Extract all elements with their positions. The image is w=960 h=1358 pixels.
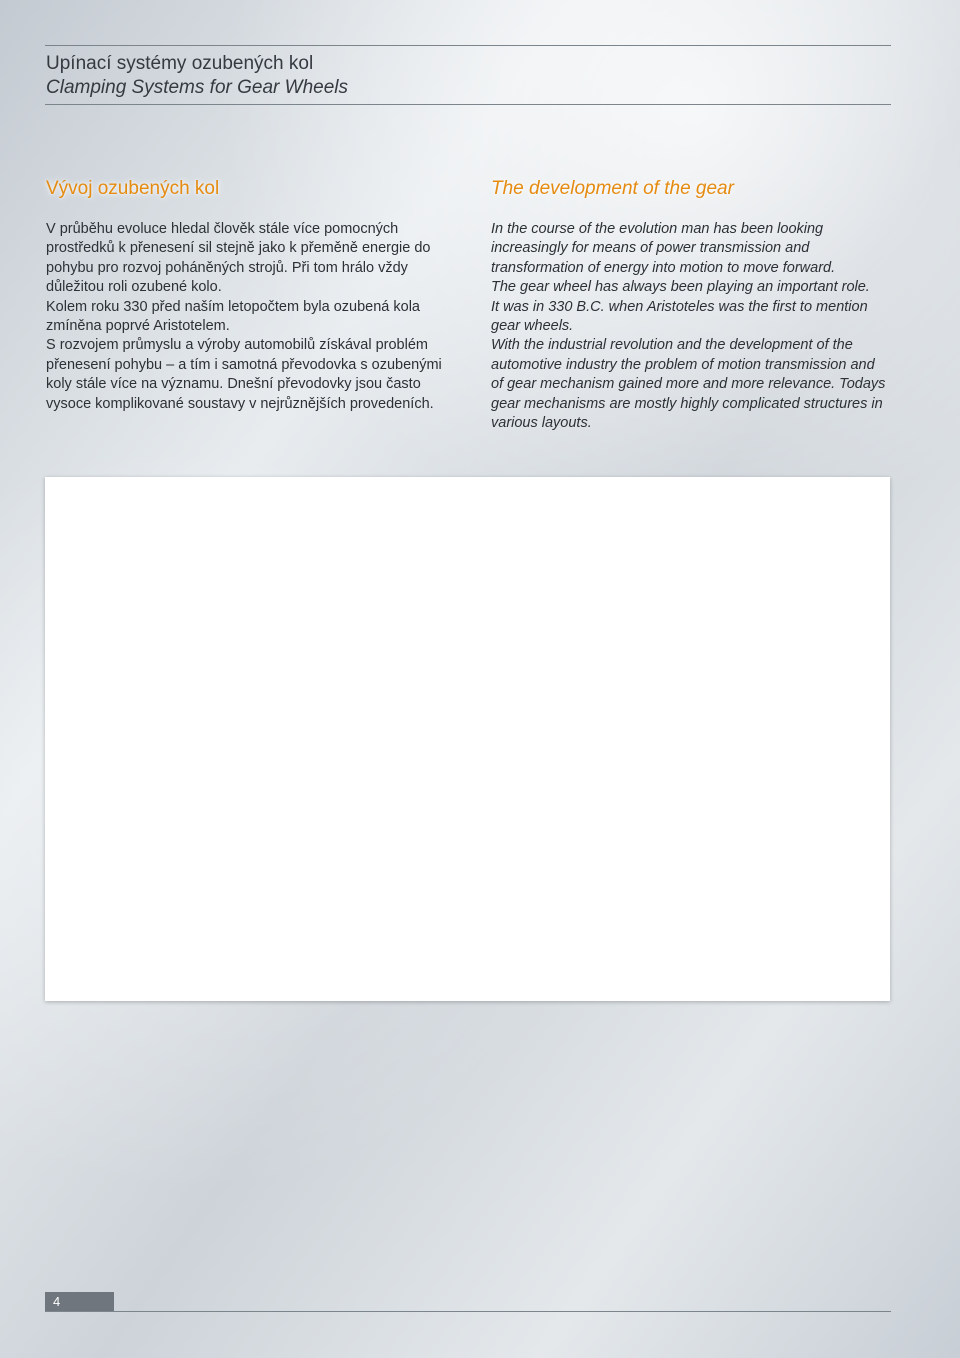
document-title	[46, 52, 348, 100]
body-text-en	[491, 220, 901, 433]
body-line: S rozvojem průmyslu a výroby automobilů získával problém	[46, 337, 428, 354]
body-line: In the course of the evolution man has been looking	[491, 221, 824, 237]
body-line: The gear wheel has always been playing an important role.	[491, 279, 870, 296]
footer-rule	[45, 1311, 891, 1312]
body-line: of gear mechanism gained more and more relevance. Todays	[491, 376, 886, 393]
body-line: With the industrial revolution and the development of the	[491, 337, 853, 354]
body-line: koly stále více na významu. Dnešní převodovky jsou často	[46, 376, 421, 393]
body-line: zmíněna poprvé Aristotelem.	[46, 318, 230, 335]
body-line: přenesení pohybu – a tím i samotná převodovka s ozubenými	[46, 356, 442, 373]
body-line: důležitou roli ozubené kolo.	[46, 279, 222, 296]
body-line: transformation of energy into motion to move forward.	[491, 259, 836, 276]
body-line: increasingly for means of power transmission and	[491, 240, 810, 257]
document-title-en: Clamping Systems for Gear Wheels	[46, 77, 348, 98]
body-line: various layouts.	[491, 415, 592, 432]
body-line: Kolem roku 330 před naším letopočtem byla ozubená kola	[46, 298, 420, 315]
body-text-cz	[46, 220, 466, 414]
header-rule-bottom	[45, 104, 891, 105]
body-line: prostředků k přenesení sil stejně jako k přeměně energie do	[46, 240, 431, 257]
image-panel	[45, 477, 890, 1001]
section-heading-en: The development of the gear	[491, 178, 734, 199]
body-line: gear wheels.	[491, 318, 574, 335]
document-title-cz: Upínací systémy ozubených kol	[46, 53, 314, 74]
header-rule-top	[45, 45, 891, 46]
section-heading-cz: Vývoj ozubených kol	[46, 178, 220, 199]
body-line: pohybu pro rozvoj poháněných strojů. Při tom hrálo vždy	[46, 259, 408, 276]
body-line: vysoce komplikované soustavy v nejrůznějších provedeních.	[46, 395, 434, 412]
body-line: gear mechanisms are mostly highly complicated structures in	[491, 395, 883, 412]
body-line: It was in 330 B.C. when Aristoteles was the first to mention	[491, 298, 868, 315]
body-line: V průběhu evoluce hledal člověk stále více pomocných	[46, 221, 399, 237]
body-line: automotive industry the problem of motion transmission and	[491, 356, 875, 373]
page-number: 4	[45, 1292, 114, 1312]
